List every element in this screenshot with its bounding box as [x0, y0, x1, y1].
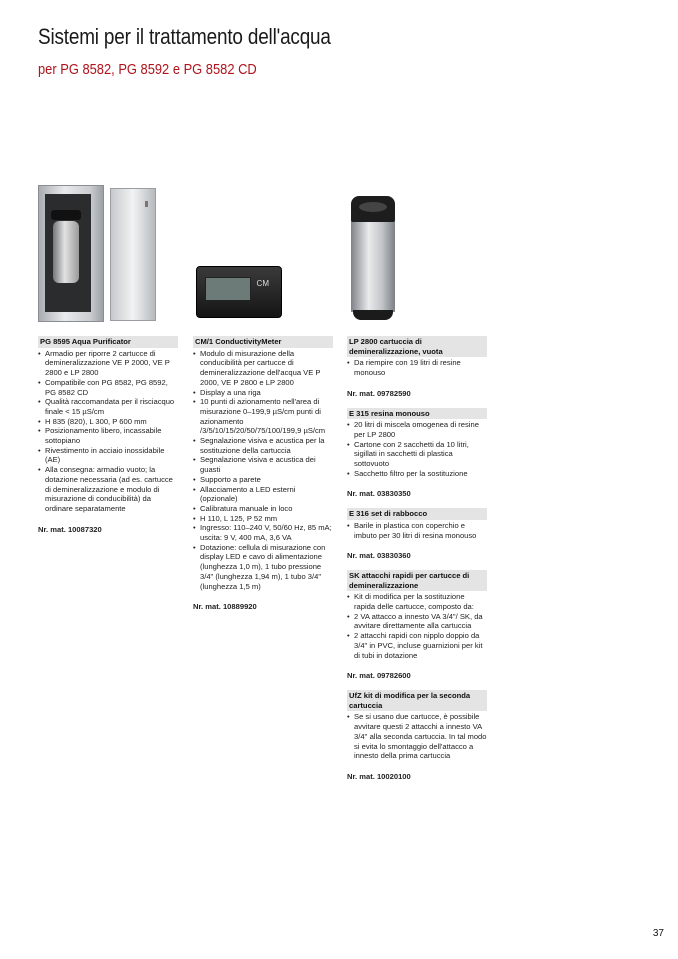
list-item: • H 835 (820), L 300, P 600 mm [38, 417, 178, 427]
material-number: Nr. mat. 10889920 [193, 602, 257, 612]
list-item: • Barile in plastica con coperchio e imbuto per 30 litri di resina monouso [347, 521, 487, 540]
list-item: • Kit di modifica per la sostituzione rapida delle cartucce, composto da: [347, 592, 487, 611]
purificator-door-image [110, 188, 156, 321]
list-item: • Armadio per riporre 2 cartucce di demineralizzazione VE P 2000, VE P 2800 e LP 2800 [38, 349, 178, 378]
product-heading: PG 8595 Aqua Purificator [38, 336, 178, 348]
meter-logo: CM [256, 279, 269, 288]
product-heading: CM/1 ConductivityMeter [193, 336, 333, 348]
product-block [193, 336, 333, 612]
list-item: • Da riempire con 19 litri di resine monouso [347, 358, 487, 377]
list-item: • Supporto a parete [193, 475, 333, 485]
list-item: • Ingresso: 110–240 V, 50/60 Hz, 85 mA; uscita: 9 V, 400 mA, 3,6 VA [193, 523, 333, 542]
list-item: • Se si usano due cartucce, è possibile avvitare questi 2 attacchi a innesto VA 3/4'' alla seconda cartuccia. In tal modo si evita lo smontaggio dell'attacco a innesto della prima cartuccia [347, 712, 487, 761]
list-item: • Rivestimento in acciaio inossidabile (AE) [38, 446, 178, 465]
product-block [38, 336, 178, 534]
product-block [347, 336, 487, 399]
list-item: • Qualità raccomandata per il risciacquo finale < 15 µS/cm [38, 397, 178, 416]
list-item: • Segnalazione visiva e acustica per la sostituzione della cartuccia [193, 436, 333, 455]
product-block [347, 408, 487, 500]
list-item: • Alla consegna: armadio vuoto; la dotazione necessaria (ad es. cartucce di demineralizzazione e modulo di misurazione di conducibilità) da ordinare separatamente [38, 465, 178, 514]
meter-column [193, 336, 333, 621]
product-heading: E 316 set di rabbocco [347, 508, 487, 520]
material-number: Nr. mat. 03830360 [347, 551, 411, 561]
product-heading: UfZ kit di modifica per la seconda cartuccia [347, 690, 487, 711]
list-item: • Posizionamento libero, incassabile sottopiano [38, 426, 178, 445]
purificator-column [38, 336, 178, 543]
list-item: • Cartone con 2 sacchetti da 10 litri, sigillati in sacchetti di plastica sottovuoto [347, 440, 487, 469]
material-number: Nr. mat. 10087320 [38, 524, 102, 534]
list-item: • Calibratura manuale in loco [193, 504, 333, 514]
product-heading: E 315 resina monouso [347, 408, 487, 420]
list-item: • Sacchetto filtro per la sostituzione [347, 469, 487, 479]
list-item: • Modulo di misurazione della conducibilità per cartucce di demineralizzazione dell'acqua VE P 2000, VE P 2800 e LP 2800 [193, 349, 333, 388]
accessories-column [347, 336, 487, 791]
list-item: • 2 VA attacco a innesto VA 3/4"/ SK, da avvitare direttamente alla cartuccia [347, 612, 487, 631]
purificator-cabinet-image [38, 185, 104, 322]
material-number: Nr. mat. 10020100 [347, 771, 411, 781]
page-number: 37 [652, 928, 664, 939]
list-item: • 2 attacchi rapidi con nipplo doppio da 3/4" in PVC, incluse guarnizioni per kit di tubi in dotazione [347, 631, 487, 660]
material-number: Nr. mat. 03830350 [347, 489, 411, 499]
page-subtitle: per PG 8582, PG 8592 e PG 8582 CD [38, 61, 257, 78]
product-heading: SK attacchi rapidi per cartucce di demineralizzazione [347, 570, 487, 591]
list-item: • Allacciamento a LED esterni (opzionale) [193, 485, 333, 504]
list-item: • Segnalazione visiva e acustica dei guasti [193, 455, 333, 474]
list-item: • Display a una riga [193, 388, 333, 398]
product-heading: LP 2800 cartuccia di demineralizzazione, vuota [347, 336, 487, 357]
cartridge-image [349, 196, 397, 320]
list-item: • 10 punti di azionamento nell'area di misurazione 0–199,9 µS/cm punti di azionamento /3/5/10/15/20/50/75/100/199,9 µS/cm [193, 397, 333, 436]
conductivity-meter-image [196, 266, 282, 318]
list-item: • Dotazione: cellula di misurazione con display LED e cavo di alimentazione (lunghezza 1,0 m), 1 tubo pressione 3/4" (lunghezza 1,94 m), 1 tubo 3/4" (lunghezza 1,5 m) [193, 543, 333, 592]
material-number: Nr. mat. 09782590 [347, 388, 411, 398]
material-number: Nr. mat. 09782600 [347, 671, 411, 681]
list-item: • Compatibile con PG 8582, PG 8592, PG 8582 CD [38, 378, 178, 397]
product-block [347, 570, 487, 681]
product-block [347, 690, 487, 782]
list-item: • H 110, L 125, P 52 mm [193, 514, 333, 524]
list-item: • 20 litri di miscela omogenea di resine per LP 2800 [347, 420, 487, 439]
product-block [347, 508, 487, 561]
page-title: Sistemi per il trattamento dell'acqua [38, 24, 331, 49]
